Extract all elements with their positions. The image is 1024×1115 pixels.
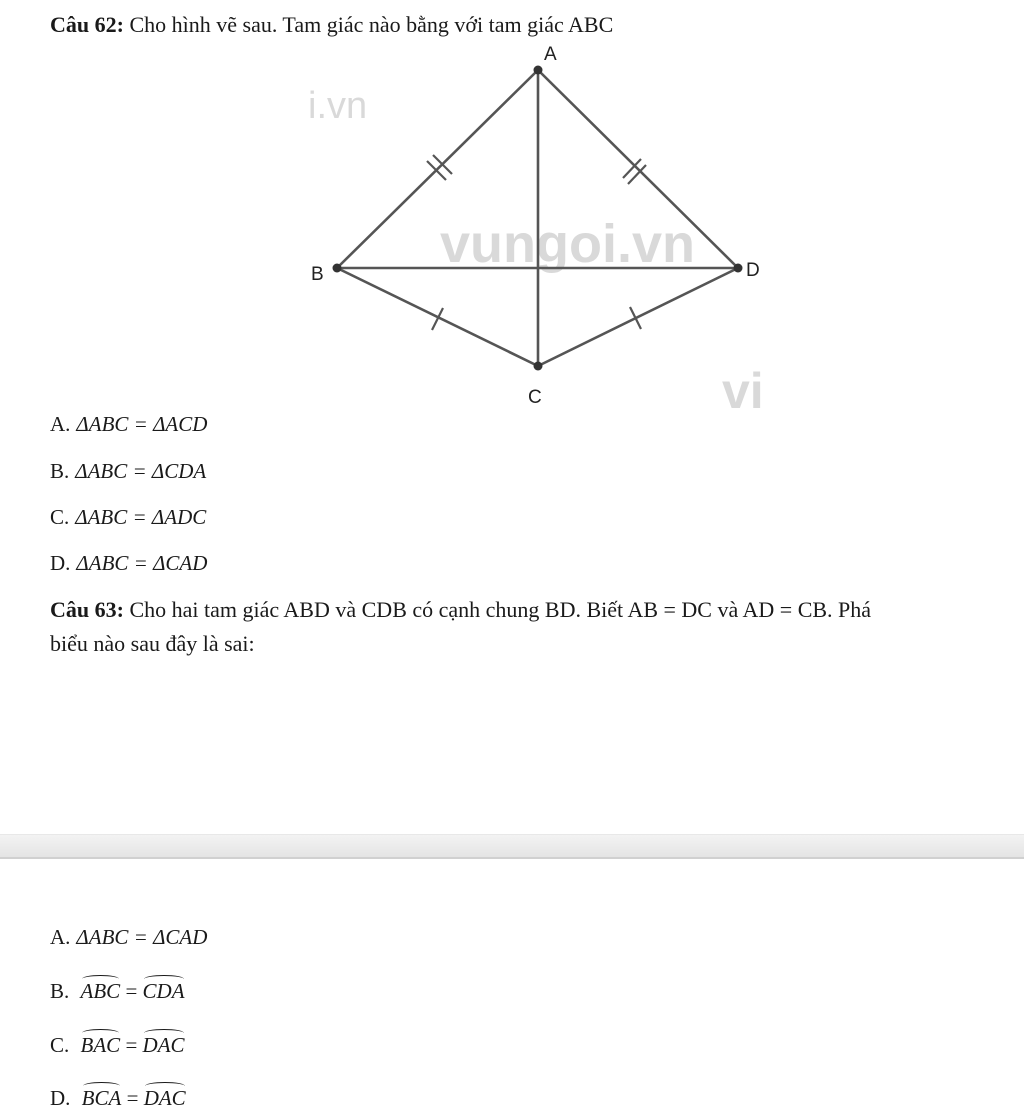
question-63-number: Câu 63: (50, 597, 124, 622)
label-b: B (311, 264, 324, 285)
page-divider (0, 834, 1024, 859)
q63-option-a[interactable] (50, 925, 207, 950)
option-letter: C. (50, 1033, 70, 1057)
angle-right: CDA (142, 979, 185, 1003)
angle-right: DAC (142, 1033, 185, 1057)
equals-sign: = (120, 1033, 143, 1057)
point-d (734, 264, 743, 273)
geometry-figure (0, 0, 1024, 420)
question-63-text-line-2: biểu nào sau đây là sai: (50, 631, 255, 656)
equals-sign: = (120, 979, 143, 1003)
tick-double-ad (623, 159, 646, 184)
q62-option-c[interactable] (50, 505, 206, 530)
option-expression: ΔABC = ΔCAD (76, 925, 208, 949)
angle-left: BCA (81, 1086, 122, 1110)
watermark-3: vi (722, 363, 764, 419)
option-letter: D. (50, 1086, 71, 1110)
segment-dc (538, 268, 738, 366)
point-c (534, 362, 543, 371)
q62-option-d[interactable] (50, 551, 207, 576)
option-letter: B. (50, 979, 70, 1003)
question-63-text-line-1: Cho hai tam giác ABD và CDB có cạnh chung BD. Biết AB = DC và AD = CB. Phá (123, 597, 872, 622)
option-letter: A. (50, 412, 71, 436)
option-expression: ΔABC = ΔADC (75, 505, 207, 529)
equals-sign: = (121, 1086, 144, 1110)
option-letter: D. (50, 551, 71, 575)
option-letter: B. (50, 459, 70, 483)
q63-option-b[interactable] (50, 979, 185, 1004)
option-letter: C. (50, 505, 70, 529)
label-c: C (528, 387, 542, 408)
q63-option-d[interactable] (50, 1086, 186, 1111)
option-expression: ΔABC = ΔCDA (75, 459, 207, 483)
angle-left: ABC (80, 979, 121, 1003)
option-expression: ΔABC = ΔCAD (76, 551, 208, 575)
option-expression (81, 1033, 185, 1057)
question-63-title (50, 597, 871, 623)
angle-left: BAC (80, 1033, 121, 1057)
question-62-text: Cho hình vẽ sau. Tam giác nào bằng với tam giác ABC (123, 12, 614, 37)
option-expression (81, 979, 185, 1003)
label-a: A (544, 44, 557, 65)
option-expression: ΔABC = ΔACD (76, 412, 208, 436)
option-letter: A. (50, 925, 71, 949)
option-expression (82, 1086, 186, 1110)
q63-option-c[interactable] (50, 1033, 185, 1058)
point-b (333, 264, 342, 273)
label-d: D (746, 260, 760, 281)
tick-single-dc (630, 307, 641, 329)
angle-right: DAC (143, 1086, 186, 1110)
q62-option-b[interactable] (50, 459, 206, 484)
point-a (534, 66, 543, 75)
question-62-number: Câu 62: (50, 12, 124, 37)
q62-option-a[interactable] (50, 412, 207, 437)
watermark-1: i.vn (308, 85, 368, 127)
watermark-2: vungoi.vn (440, 214, 695, 274)
